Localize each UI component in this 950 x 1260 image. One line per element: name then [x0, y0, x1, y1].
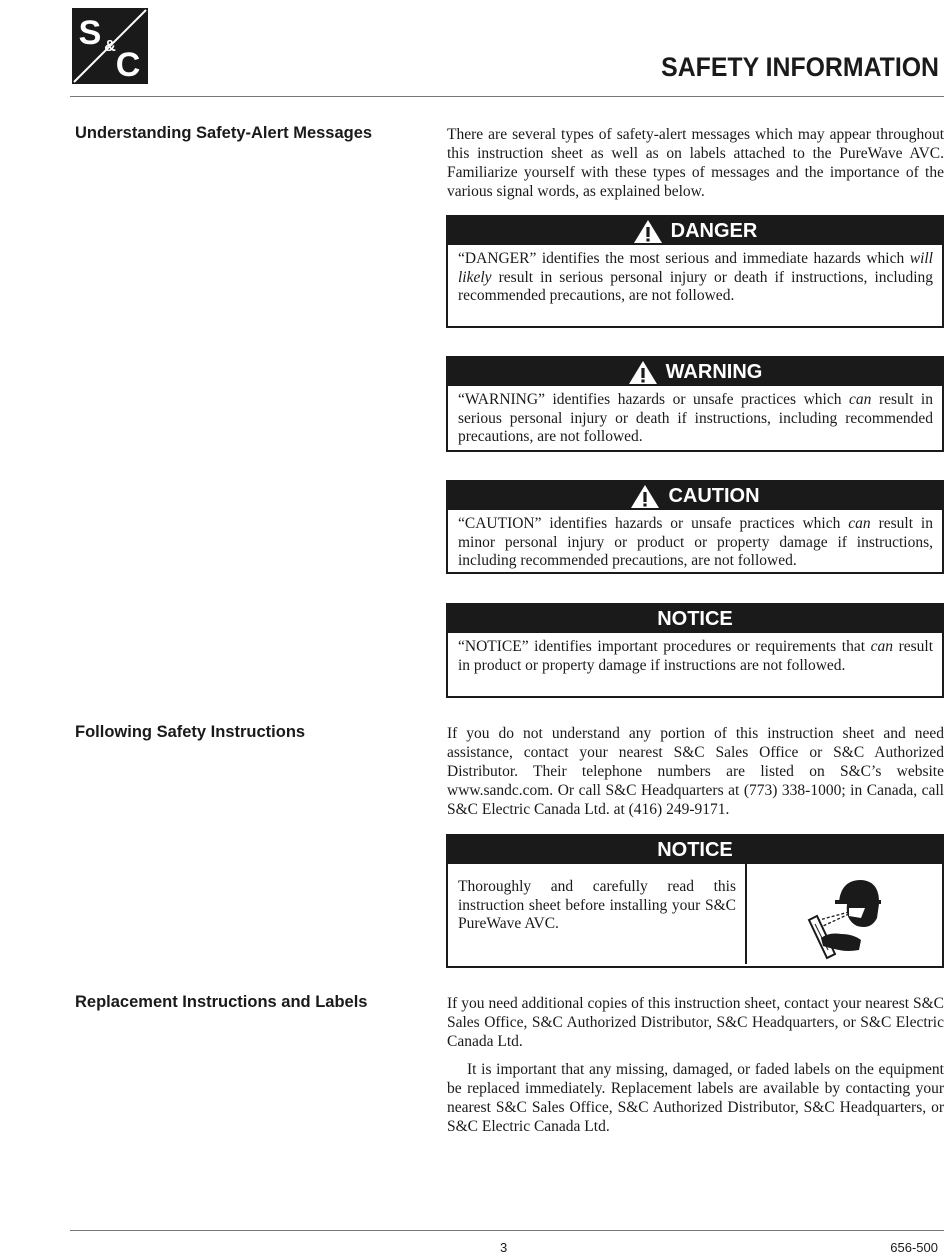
read-instructions-icon	[795, 868, 895, 960]
understanding-intro: There are several types of safety-alert messages which may appear throughout this instruction sheet as well as on labels attached to the PureWave AVC. Familiarize yourself with these types of messages and the importance of the various signal words, as explained below.	[447, 126, 944, 200]
section-heading-replacement: Replacement Instructions and Labels	[75, 993, 368, 1011]
footer-rule	[70, 1230, 944, 1231]
notice-read-picture	[745, 864, 942, 964]
caution-header	[448, 482, 942, 510]
notice-label: NOTICE	[657, 607, 733, 630]
svg-text:C: C	[115, 46, 141, 84]
danger-box	[446, 215, 944, 328]
svg-text:&: &	[104, 38, 116, 55]
notice-read-box	[446, 834, 944, 968]
section-heading-understanding: Understanding Safety-Alert Messages	[75, 124, 373, 142]
caution-text: “CAUTION” identifies hazards or unsafe practices which can result in minor personal injury or product or property damage if instructions, including recommended precautions, are not followed.	[458, 515, 933, 569]
danger-label: DANGER	[670, 219, 758, 242]
danger-text: “DANGER” identifies the most serious and immediate hazards which will likely result in serious personal injury or death if instructions, including recommended precautions, are not followed.	[458, 250, 933, 304]
warning-box	[446, 356, 944, 452]
warning-label: WARNING	[665, 360, 763, 383]
page-number: 3	[500, 1240, 508, 1255]
warning-header	[448, 358, 942, 386]
svg-text:S: S	[78, 14, 102, 52]
sandc-logo	[72, 8, 148, 84]
replacement-body-2: It is important that any missing, damaged, or faded labels on the equipment be replaced immediately. Replacement labels are available by contacting your nearest S&C Sales Office, S&C Authorized Distributor, S&C Headquarters, or S&C Electric Canada Ltd.	[447, 1061, 944, 1135]
warning-triangle-icon	[630, 484, 660, 509]
caution-box	[446, 480, 944, 574]
notice-read-label: NOTICE	[657, 838, 733, 861]
page-title: SAFETY INFORMATION	[661, 52, 939, 82]
section-heading-following: Following Safety Instructions	[75, 723, 306, 741]
following-body: If you do not understand any portion of this instruction sheet and need assistance, contact your nearest S&C Sales Office or S&C Authorized Distributor. Their telephone numbers are listed on S&C’s website www.sandc.com. Or call S&C Headquarters at (773) 338-1000; in Canada, call S&C Electric Canada Ltd. at (416) 249-9171.	[447, 725, 944, 818]
replacement-body-1: If you need additional copies of this instruction sheet, contact your nearest S&C Sales Office, S&C Authorized Distributor, S&C Headquarters, or S&C Electric Canada Ltd.	[447, 995, 944, 1050]
notice-read-text: Thoroughly and carefully read this instruction sheet before installing your S&C PureWave AVC.	[458, 878, 736, 932]
notice-header	[448, 605, 942, 633]
header-rule	[70, 96, 944, 97]
danger-header	[448, 217, 942, 245]
warning-text: “WARNING” identifies hazards or unsafe practices which can result in serious personal injury or death if instructions, including recommended precautions, are not followed.	[458, 391, 933, 445]
document-number: 656-500	[890, 1240, 938, 1255]
warning-triangle-icon	[633, 219, 663, 244]
notice-box	[446, 603, 944, 698]
notice-text: “NOTICE” identifies important procedures or requirements that can result in product or property damage if instructions are not followed.	[458, 638, 934, 674]
warning-triangle-icon	[628, 360, 658, 385]
notice-read-header	[448, 836, 942, 864]
caution-label: CAUTION	[668, 484, 760, 507]
